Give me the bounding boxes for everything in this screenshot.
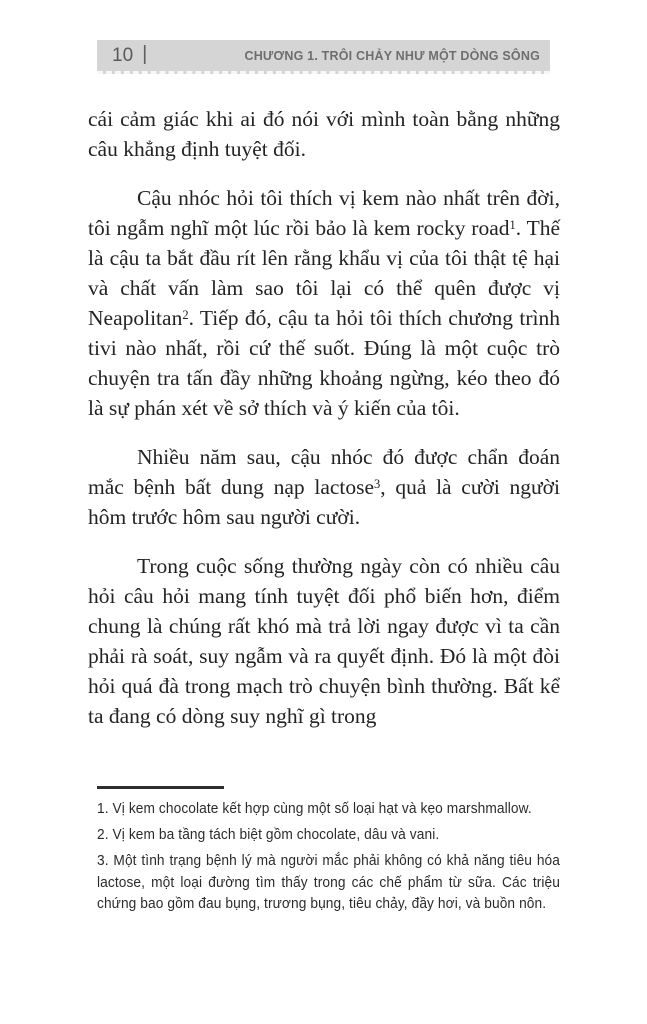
footnote-ref: 3: [374, 477, 381, 492]
paragraph: cái cảm giác khi ai đó nói với mình toàn bằng những câu khẳng định tuyệt đối.: [88, 107, 560, 161]
footnote-ref: 1: [509, 218, 516, 233]
footnote-ref: 2: [182, 308, 189, 323]
page-number: 10: [112, 44, 134, 66]
paragraph: Cậu nhóc hỏi tôi thích vị kem nào nhất trên đời, tôi ngẫm nghĩ một lúc rồi bảo là kem rocky road$^1$. Thế là cậu ta bắt đầu rít lên rằng khẩu vị của tôi thật tệ hại và chất vấn làm sao tôi lại có thể quên được vị Neapolitan$^2$. Tiếp đó, cậu ta hỏi tôi thích chương trình tivi nào nhất, rồi cứ thế suốt. Đúng là một cuộc trò chuyện tra tấn đầy những khoảng ngừng, kéo theo đó là sự phán xét về sở thích và ý kiến của tôi.: [88, 186, 560, 420]
footnote-divider: [97, 786, 224, 789]
footnotes-list: [97, 798, 560, 919]
page-number-group: [112, 44, 147, 67]
paragraph: Trong cuộc sống thường ngày còn có nhiều câu hỏi câu hỏi mang tính tuyệt đối phổ biến hơn, điểm chung là chúng rất khó mà trả lời ngay được vì ta cần phải rà soát, suy ngẫm và ra quyết định. Đó là một đòi hỏi quá đà trong mạch trò chuyện bình thường. Bất kể ta đang có dòng suy nghĩ gì trong: [88, 554, 560, 728]
footnote-item: 2. Vị kem ba tầng tách biệt gồm chocolate, dâu và vani.: [97, 826, 440, 843]
footnote-item: 1. Vị kem chocolate kết hợp cùng một số loại hạt và kẹo marshmallow.: [97, 800, 532, 817]
page-header-bar: [97, 40, 550, 74]
chapter-title: CHƯƠNG 1. TRÔI CHẢY NHƯ MỘT DÒNG SÔNG: [244, 48, 540, 63]
paragraph: Nhiều năm sau, cậu nhóc đó được chẩn đoán mắc bệnh bất dung nạp lactose$^3$, quả là cười người hôm trước hôm sau người cười.: [88, 445, 560, 529]
body-text: [88, 104, 560, 750]
footnote-item: 3. Một tình trạng bệnh lý mà người mắc phải không có khả năng tiêu hóa lactose, một loại đường tìm thấy trong các chế phẩm từ sữa. Các triệu chứng bao gồm đau bụng, trương bụng, tiêu chảy, đầy hơi, và buồn nôn.: [97, 852, 560, 912]
page-number-separator: |: [142, 43, 148, 65]
